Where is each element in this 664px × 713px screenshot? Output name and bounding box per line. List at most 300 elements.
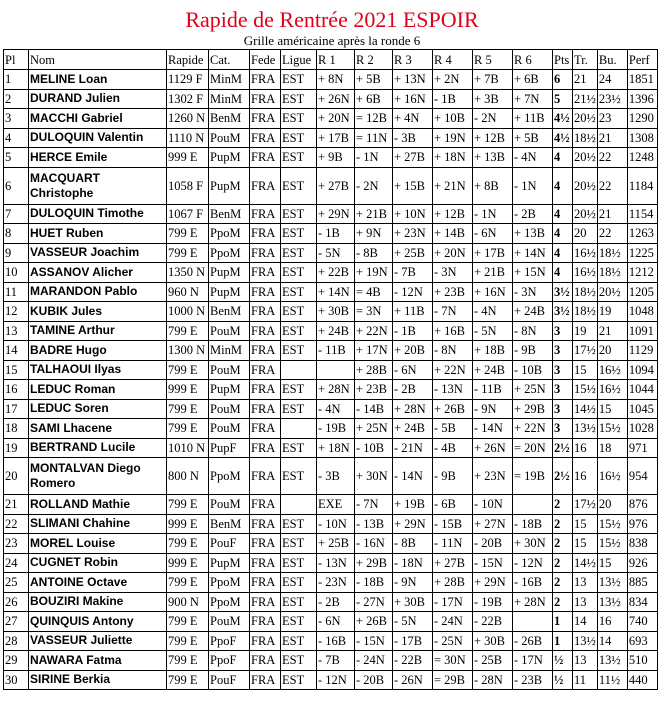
round-3-cell: + 15B [393, 167, 433, 204]
col-round-2-header: R 2 [355, 50, 393, 70]
tiebreak-tr-cell: 11 [573, 670, 598, 690]
tiebreak-tr-cell: 16½ [573, 263, 598, 283]
round-4-cell: - 6B [433, 495, 473, 515]
league-cell: EST [281, 263, 317, 283]
performance-cell: 1045 [627, 399, 657, 419]
tiebreak-tr-cell: 15 [573, 534, 598, 554]
table-row [4, 419, 658, 439]
federation-cell: FRA [250, 419, 281, 439]
name-cell: BOUZIRI Makine [29, 592, 167, 612]
league-cell: EST [281, 553, 317, 573]
round-5-cell: + 17B [473, 243, 513, 263]
tiebreak-bu-cell: 20 [597, 341, 627, 361]
federation-cell: FRA [250, 670, 281, 690]
category-cell: PouM [209, 495, 250, 515]
federation-cell: FRA [250, 70, 281, 90]
points-cell: 5 [553, 89, 573, 109]
round-4-cell: - 1B [433, 89, 473, 109]
league-cell: EST [281, 282, 317, 302]
name-cell: MACCHI Gabriel [29, 109, 167, 129]
name-cell: BERTRAND Lucile [29, 438, 167, 458]
round-2-cell: + 5B [355, 70, 393, 90]
round-2-cell: + 19N [355, 263, 393, 283]
points-cell: 3 [553, 341, 573, 361]
tiebreak-bu-cell: 22 [597, 148, 627, 168]
round-5-cell: - 4N [473, 302, 513, 322]
round-4-cell: - 3N [433, 263, 473, 283]
tiebreak-tr-cell: 16½ [573, 243, 598, 263]
tiebreak-tr-cell: 16 [573, 438, 598, 458]
round-6-cell: + 24B [513, 302, 553, 322]
performance-cell: 1184 [627, 167, 657, 204]
round-5-cell: - 11B [473, 380, 513, 400]
table-row [4, 263, 658, 283]
league-cell [281, 360, 317, 380]
round-2-cell: + 6B [355, 89, 393, 109]
federation-cell: FRA [250, 263, 281, 283]
table-row [4, 89, 658, 109]
round-1-cell: - 12N [317, 670, 355, 690]
performance-cell: 693 [627, 631, 657, 651]
round-1-cell: - 19B [317, 419, 355, 439]
points-cell: 2½ [553, 438, 573, 458]
league-cell: EST [281, 380, 317, 400]
federation-cell: FRA [250, 399, 281, 419]
federation-cell: FRA [250, 380, 281, 400]
points-cell: 6 [553, 70, 573, 90]
name-cell: SLIMANI Chahine [29, 514, 167, 534]
place-cell: 13 [4, 321, 29, 341]
round-6-cell: + 22N [513, 419, 553, 439]
round-4-cell: = 30N [433, 651, 473, 671]
place-cell: 3 [4, 109, 29, 129]
place-cell: 10 [4, 263, 29, 283]
round-6-cell: - 18B [513, 514, 553, 534]
round-3-cell: + 4N [393, 109, 433, 129]
league-cell: EST [281, 321, 317, 341]
performance-cell: 954 [627, 458, 657, 495]
table-row [4, 109, 658, 129]
col-tiebreak-bu-header: Bu. [597, 50, 627, 70]
tiebreak-bu-cell: 22 [597, 224, 627, 244]
round-4-cell: - 4B [433, 438, 473, 458]
federation-cell: FRA [250, 534, 281, 554]
round-2-cell: - 2N [355, 167, 393, 204]
table-row [4, 321, 658, 341]
place-cell: 8 [4, 224, 29, 244]
category-cell: PupM [209, 282, 250, 302]
round-4-cell: - 13N [433, 380, 473, 400]
table-row [4, 612, 658, 632]
round-6-cell [513, 612, 553, 632]
tiebreak-tr-cell: 13½ [573, 631, 598, 651]
category-cell: PpoM [209, 458, 250, 495]
place-cell: 16 [4, 380, 29, 400]
name-cell: SAMI Lhacene [29, 419, 167, 439]
col-tiebreak-tr-header: Tr. [573, 50, 598, 70]
round-1-cell: - 3B [317, 458, 355, 495]
round-3-cell: + 11B [393, 302, 433, 322]
tiebreak-bu-cell: 24 [597, 70, 627, 90]
category-cell: PpoM [209, 224, 250, 244]
tiebreak-bu-cell: 15½ [597, 514, 627, 534]
round-2-cell: + 21B [355, 204, 393, 224]
table-row [4, 341, 658, 361]
round-5-cell: + 23N [473, 458, 513, 495]
rating-cell: 1260 N [167, 109, 209, 129]
name-cell: MONTALVAN Diego Romero [29, 458, 167, 495]
round-3-cell: + 13N [393, 70, 433, 90]
rating-cell: 799 E [167, 224, 209, 244]
round-4-cell: - 11N [433, 534, 473, 554]
points-cell: 4 [553, 204, 573, 224]
round-1-cell: + 9B [317, 148, 355, 168]
round-4-cell: + 20N [433, 243, 473, 263]
round-4-cell: + 26B [433, 399, 473, 419]
rating-cell: 799 E [167, 670, 209, 690]
points-cell: ½ [553, 651, 573, 671]
round-5-cell: + 24B [473, 360, 513, 380]
round-6-cell: - 26B [513, 631, 553, 651]
round-2-cell: + 17N [355, 341, 393, 361]
rating-cell: 799 E [167, 651, 209, 671]
category-cell: PpoF [209, 651, 250, 671]
tiebreak-tr-cell: 16 [573, 458, 598, 495]
tiebreak-tr-cell: 20½ [573, 167, 598, 204]
round-5-cell: - 25B [473, 651, 513, 671]
round-3-cell: - 7B [393, 263, 433, 283]
col-federation-header: Fede [250, 50, 281, 70]
federation-cell: FRA [250, 89, 281, 109]
table-row [4, 670, 658, 690]
federation-cell: FRA [250, 612, 281, 632]
category-cell: BenM [209, 302, 250, 322]
table-row [4, 399, 658, 419]
performance-cell: 1248 [627, 148, 657, 168]
round-5-cell: - 5N [473, 321, 513, 341]
name-cell: BADRE Hugo [29, 341, 167, 361]
round-5-cell: - 6N [473, 224, 513, 244]
federation-cell: FRA [250, 243, 281, 263]
rating-cell: 799 E [167, 419, 209, 439]
tiebreak-bu-cell: 14 [597, 631, 627, 651]
table-row [4, 553, 658, 573]
round-2-cell: - 14B [355, 399, 393, 419]
league-cell: EST [281, 128, 317, 148]
table-row [4, 282, 658, 302]
rating-cell: 1000 N [167, 302, 209, 322]
table-row [4, 302, 658, 322]
category-cell: PpoF [209, 631, 250, 651]
round-2-cell: - 16N [355, 534, 393, 554]
points-cell: 2 [553, 514, 573, 534]
performance-cell: 1028 [627, 419, 657, 439]
round-2-cell: = 11N [355, 128, 393, 148]
round-4-cell: - 15B [433, 514, 473, 534]
league-cell: EST [281, 534, 317, 554]
round-3-cell: + 10N [393, 204, 433, 224]
round-5-cell: - 2N [473, 109, 513, 129]
place-cell: 22 [4, 514, 29, 534]
league-cell: EST [281, 514, 317, 534]
name-cell: DULOQUIN Timothe [29, 204, 167, 224]
round-4-cell: + 2N [433, 70, 473, 90]
rating-cell: 1058 F [167, 167, 209, 204]
rating-cell: 1129 F [167, 70, 209, 90]
tiebreak-bu-cell: 16 [597, 612, 627, 632]
round-5-cell: + 18B [473, 341, 513, 361]
category-cell: PpoM [209, 592, 250, 612]
federation-cell: FRA [250, 282, 281, 302]
round-5-cell: - 14N [473, 419, 513, 439]
round-6-cell: + 13B [513, 224, 553, 244]
col-round-6-header: R 6 [513, 50, 553, 70]
rating-cell: 1010 N [167, 438, 209, 458]
round-5-cell: - 10N [473, 495, 513, 515]
round-5-cell: + 30B [473, 631, 513, 651]
tiebreak-tr-cell: 15 [573, 360, 598, 380]
points-cell: 4 [553, 167, 573, 204]
tiebreak-tr-cell: 13 [573, 573, 598, 593]
round-3-cell: + 27B [393, 148, 433, 168]
place-cell: 23 [4, 534, 29, 554]
performance-cell: 1308 [627, 128, 657, 148]
round-1-cell: - 2B [317, 592, 355, 612]
round-2-cell: - 20B [355, 670, 393, 690]
table-row [4, 380, 658, 400]
federation-cell: FRA [250, 167, 281, 204]
name-cell: SIRINE Berkia [29, 670, 167, 690]
tiebreak-bu-cell: 18½ [597, 243, 627, 263]
tiebreak-bu-cell: 18½ [597, 263, 627, 283]
performance-cell: 971 [627, 438, 657, 458]
table-row [4, 495, 658, 515]
place-cell: 4 [4, 128, 29, 148]
points-cell: 3 [553, 380, 573, 400]
tiebreak-bu-cell: 23 [597, 109, 627, 129]
name-cell: QUINQUIS Antony [29, 612, 167, 632]
round-5-cell: + 8B [473, 167, 513, 204]
tiebreak-tr-cell: 14 [573, 612, 598, 632]
name-cell: ROLLAND Mathie [29, 495, 167, 515]
table-row [4, 438, 658, 458]
category-cell: BenM [209, 514, 250, 534]
performance-cell: 440 [627, 670, 657, 690]
performance-cell: 1129 [627, 341, 657, 361]
tiebreak-bu-cell: 18 [597, 438, 627, 458]
tiebreak-tr-cell: 18½ [573, 128, 598, 148]
table-row [4, 360, 658, 380]
table-row [4, 592, 658, 612]
performance-cell: 1094 [627, 360, 657, 380]
round-6-cell: - 4N [513, 148, 553, 168]
league-cell: EST [281, 109, 317, 129]
performance-cell: 1205 [627, 282, 657, 302]
league-cell: EST [281, 204, 317, 224]
round-2-cell: + 25N [355, 419, 393, 439]
round-4-cell: + 19N [433, 128, 473, 148]
round-6-cell: - 17N [513, 651, 553, 671]
round-1-cell: + 8N [317, 70, 355, 90]
col-rating-header: Rapide [167, 50, 209, 70]
league-cell: EST [281, 592, 317, 612]
round-6-cell: + 25N [513, 380, 553, 400]
place-cell: 11 [4, 282, 29, 302]
round-5-cell: + 3B [473, 89, 513, 109]
name-cell: MELINE Loan [29, 70, 167, 90]
federation-cell: FRA [250, 553, 281, 573]
category-cell: PupM [209, 553, 250, 573]
round-4-cell: - 17N [433, 592, 473, 612]
rating-cell: 799 E [167, 534, 209, 554]
tiebreak-tr-cell: 20 [573, 224, 598, 244]
league-cell: EST [281, 341, 317, 361]
round-3-cell: - 18N [393, 553, 433, 573]
round-3-cell: - 6N [393, 360, 433, 380]
round-5-cell: - 15N [473, 553, 513, 573]
round-6-cell: - 10B [513, 360, 553, 380]
name-cell: ANTOINE Octave [29, 573, 167, 593]
round-1-cell: - 4N [317, 399, 355, 419]
place-cell: 20 [4, 458, 29, 495]
round-6-cell: + 14N [513, 243, 553, 263]
round-4-cell: + 22N [433, 360, 473, 380]
table-row [4, 534, 658, 554]
round-3-cell: - 14N [393, 458, 433, 495]
round-3-cell: - 21N [393, 438, 433, 458]
round-2-cell: - 18B [355, 573, 393, 593]
round-4-cell: - 24N [433, 612, 473, 632]
points-cell: 3 [553, 321, 573, 341]
league-cell: EST [281, 89, 317, 109]
category-cell: PouF [209, 534, 250, 554]
points-cell: 3½ [553, 282, 573, 302]
tiebreak-bu-cell: 16½ [597, 458, 627, 495]
tiebreak-tr-cell: 18½ [573, 282, 598, 302]
round-1-cell: + 14N [317, 282, 355, 302]
category-cell: PupM [209, 380, 250, 400]
page-title: Rapide de Rentrée 2021 ESPOIR [185, 7, 479, 32]
round-2-cell: - 24N [355, 651, 393, 671]
performance-cell: 1225 [627, 243, 657, 263]
category-cell: MinM [209, 70, 250, 90]
tiebreak-bu-cell: 16½ [597, 360, 627, 380]
round-4-cell: - 8N [433, 341, 473, 361]
round-4-cell: + 21N [433, 167, 473, 204]
round-3-cell: - 8B [393, 534, 433, 554]
federation-cell: FRA [250, 651, 281, 671]
round-3-cell: - 1B [393, 321, 433, 341]
federation-cell: FRA [250, 495, 281, 515]
rating-cell: 900 N [167, 592, 209, 612]
round-1-cell: - 1B [317, 224, 355, 244]
tiebreak-bu-cell: 11½ [597, 670, 627, 690]
round-3-cell: - 17B [393, 631, 433, 651]
col-category-header: Cat. [209, 50, 250, 70]
tiebreak-tr-cell: 15 [573, 514, 598, 534]
round-3-cell: + 25B [393, 243, 433, 263]
round-6-cell: - 23B [513, 670, 553, 690]
place-cell: 29 [4, 651, 29, 671]
round-3-cell: - 9N [393, 573, 433, 593]
league-cell [281, 419, 317, 439]
round-3-cell: - 3B [393, 128, 433, 148]
tiebreak-tr-cell: 21 [573, 70, 598, 90]
round-2-cell: + 28B [355, 360, 393, 380]
tiebreak-tr-cell: 14½ [573, 399, 598, 419]
category-cell: PouM [209, 360, 250, 380]
round-6-cell: = 19B [513, 458, 553, 495]
federation-cell: FRA [250, 514, 281, 534]
round-5-cell: + 7B [473, 70, 513, 90]
points-cell: 1 [553, 631, 573, 651]
tiebreak-bu-cell: 21 [597, 128, 627, 148]
name-cell: CUGNET Robin [29, 553, 167, 573]
col-name-header: Nom [29, 50, 167, 70]
federation-cell: FRA [250, 148, 281, 168]
col-round-1-header: R 1 [317, 50, 355, 70]
round-5-cell: - 20B [473, 534, 513, 554]
round-3-cell: - 12N [393, 282, 433, 302]
performance-cell: 1263 [627, 224, 657, 244]
round-5-cell: + 26N [473, 438, 513, 458]
round-2-cell: - 1N [355, 148, 393, 168]
round-2-cell: + 26B [355, 612, 393, 632]
table-row [4, 204, 658, 224]
place-cell: 21 [4, 495, 29, 515]
tiebreak-bu-cell: 20 [597, 495, 627, 515]
points-cell: 4½ [553, 128, 573, 148]
round-4-cell: + 27B [433, 553, 473, 573]
tiebreak-tr-cell: 21½ [573, 89, 598, 109]
round-6-cell: + 30N [513, 534, 553, 554]
name-cell: KUBIK Jules [29, 302, 167, 322]
performance-cell: 976 [627, 514, 657, 534]
round-1-cell: - 23N [317, 573, 355, 593]
performance-cell: 926 [627, 553, 657, 573]
league-cell: EST [281, 670, 317, 690]
rating-cell: 799 E [167, 321, 209, 341]
table-row [4, 651, 658, 671]
round-1-cell: - 5N [317, 243, 355, 263]
performance-cell: 1851 [627, 70, 657, 90]
round-4-cell: + 28B [433, 573, 473, 593]
category-cell: PpoM [209, 573, 250, 593]
tiebreak-bu-cell: 15 [597, 399, 627, 419]
round-2-cell: + 9N [355, 224, 393, 244]
round-6-cell [513, 495, 553, 515]
col-round-5-header: R 5 [473, 50, 513, 70]
points-cell: 1 [553, 612, 573, 632]
round-6-cell: - 9B [513, 341, 553, 361]
league-cell: EST [281, 243, 317, 263]
category-cell: PupM [209, 263, 250, 283]
points-cell: 4½ [553, 109, 573, 129]
table-header-row [4, 50, 658, 70]
tiebreak-bu-cell: 21 [597, 321, 627, 341]
federation-cell: FRA [250, 438, 281, 458]
points-cell: 3 [553, 419, 573, 439]
round-4-cell: + 18N [433, 148, 473, 168]
name-cell: VASSEUR Joachim [29, 243, 167, 263]
points-cell: 2 [553, 592, 573, 612]
federation-cell: FRA [250, 224, 281, 244]
category-cell: BenM [209, 204, 250, 224]
name-cell: LEDUC Soren [29, 399, 167, 419]
points-cell: 2 [553, 495, 573, 515]
league-cell: EST [281, 302, 317, 322]
rating-cell: 999 E [167, 148, 209, 168]
